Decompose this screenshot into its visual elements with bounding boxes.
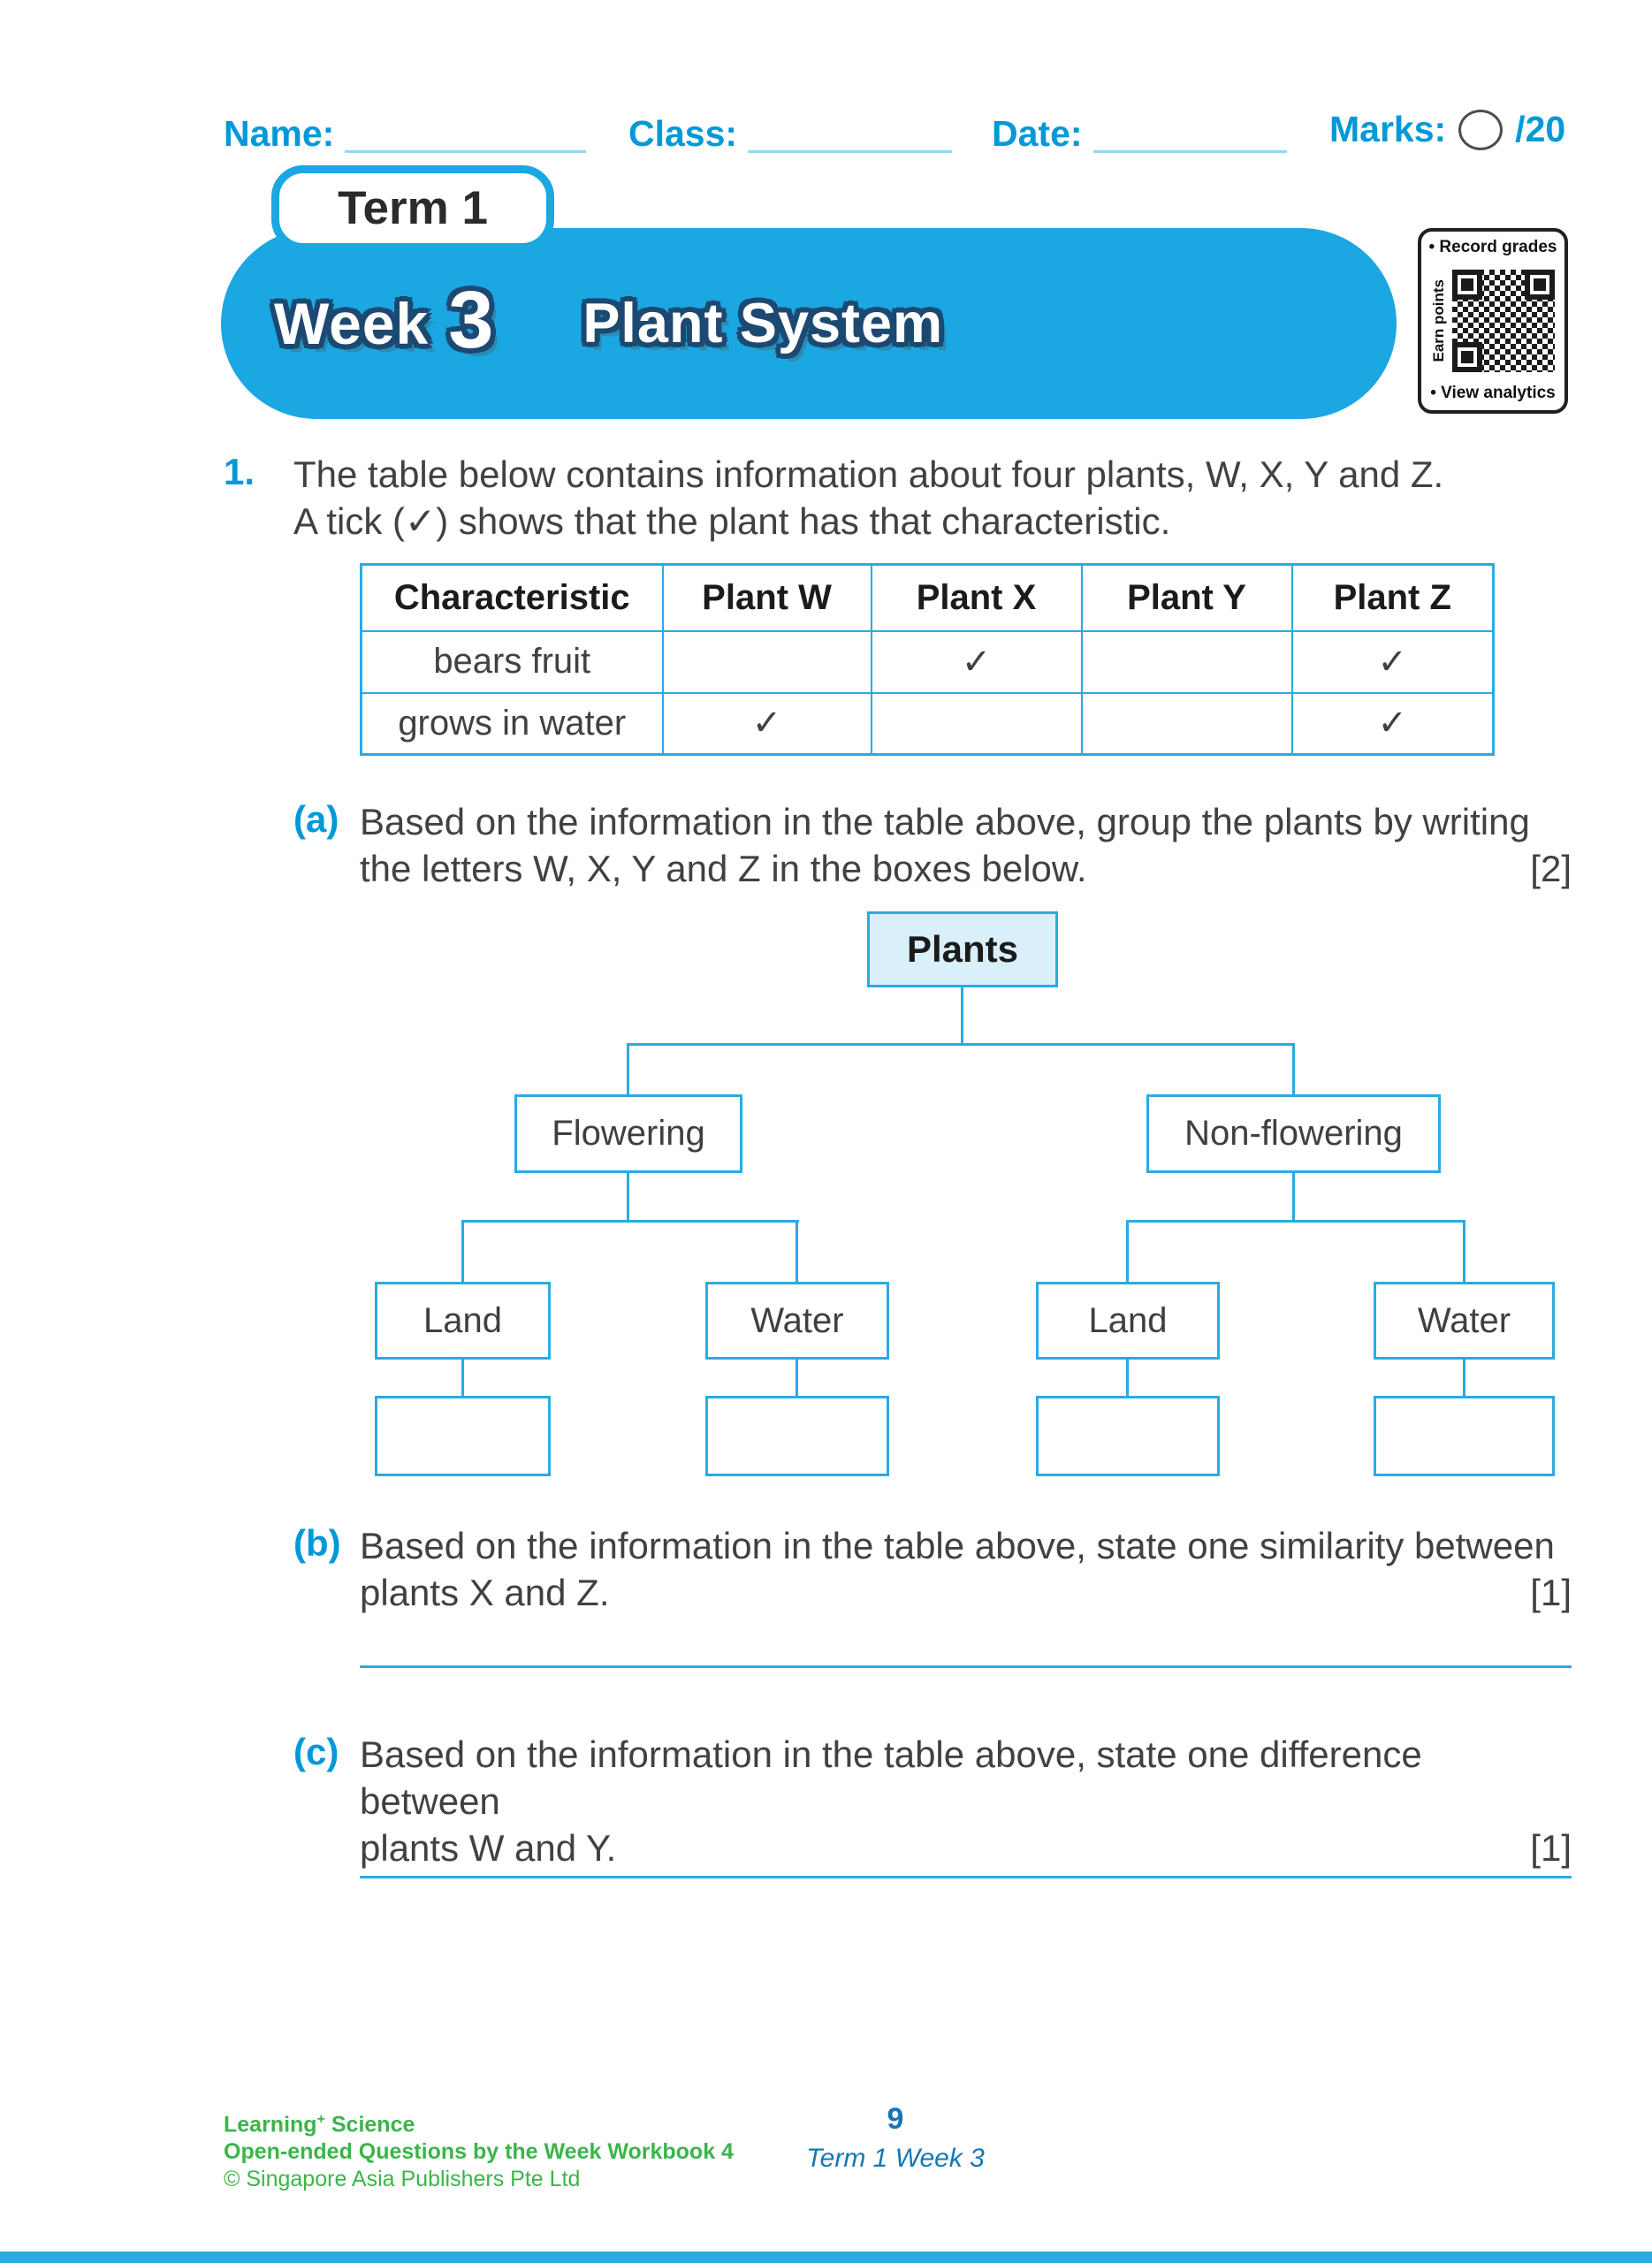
question-intro: [293, 451, 1572, 545]
qr-code: [1452, 270, 1555, 372]
part-a-line2: the letters W, X, Y and Z in the boxes below.: [360, 848, 1087, 889]
tree-connector: [1126, 1220, 1129, 1284]
plants-table: [360, 563, 1495, 756]
tree-node-plants: Plants: [867, 911, 1058, 987]
publisher-info: [224, 2106, 734, 2193]
tree-connector: [1463, 1358, 1465, 1398]
tree-connector: [1126, 1220, 1465, 1223]
tick-cell: ✓: [1292, 693, 1494, 755]
answer-box-flowering-water[interactable]: [705, 1396, 889, 1476]
tick-cell: [663, 631, 872, 693]
part-b-label: (b): [293, 1522, 341, 1564]
week-banner: [221, 228, 1397, 419]
qr-panel: [1418, 228, 1568, 414]
name-field: [224, 115, 586, 153]
qr-view-analytics-label: • View analytics: [1430, 384, 1556, 402]
part-a-line2-row: [360, 845, 1572, 892]
part-b-line2-row: [360, 1569, 1572, 1616]
tree-node-non-flowering-water: Water: [1374, 1282, 1555, 1360]
qr-earn-points-label: Earn points: [1430, 278, 1447, 362]
row-label: grows in water: [362, 693, 663, 755]
table-row: [362, 631, 1494, 693]
tree-connector: [1463, 1220, 1465, 1284]
qr-middle: [1425, 257, 1561, 384]
bottom-accent-bar: [0, 2252, 1652, 2263]
chapter-title: Plant System: [582, 293, 944, 354]
answer-box-non-flowering-water[interactable]: [1374, 1396, 1555, 1476]
part-a-marks: [2]: [1530, 848, 1572, 889]
part-b-line2: plants X and Z.: [360, 1572, 610, 1613]
qr-finder-icon: [1452, 342, 1482, 372]
answer-box-flowering-land[interactable]: [375, 1396, 551, 1476]
name-input-line[interactable]: [345, 118, 586, 153]
page-number: 9: [887, 2102, 904, 2136]
tick-cell: [1082, 631, 1292, 693]
table-header-row: [362, 565, 1494, 631]
tree-connector: [961, 986, 963, 1046]
tick-cell: [872, 693, 1082, 755]
tree-connector: [1292, 1171, 1295, 1222]
date-input-line[interactable]: [1093, 118, 1287, 153]
name-label: Name:: [224, 113, 335, 154]
part-c-line2: plants W and Y.: [360, 1827, 617, 1869]
qr-finder-icon: [1452, 270, 1482, 300]
tick-cell: [1082, 693, 1292, 755]
page-context: Term 1 Week 3: [806, 2144, 985, 2173]
page-footer: [760, 2102, 1031, 2174]
tree-connector: [627, 1171, 629, 1222]
part-a-line1: Based on the information in the table above, group the plants by writing: [360, 801, 1530, 842]
class-field: [628, 115, 952, 153]
marks-label: Marks:: [1329, 109, 1447, 150]
row-label: bears fruit: [362, 631, 663, 693]
date-label: Date:: [992, 113, 1083, 154]
table-row: [362, 693, 1494, 755]
col-header-plant-w: Plant W: [663, 565, 872, 631]
part-b: [293, 1522, 1572, 1616]
marks-total: /20: [1515, 109, 1566, 150]
answer-box-non-flowering-land[interactable]: [1036, 1396, 1220, 1476]
part-a-label: (a): [293, 798, 339, 840]
part-b-line1: Based on the information in the table above, state one similarity between: [360, 1525, 1555, 1566]
part-c: [293, 1731, 1572, 1871]
tree-connector: [461, 1220, 464, 1284]
tree-connector: [1126, 1358, 1129, 1398]
term-badge: Term 1: [271, 165, 554, 251]
marks-score-circle[interactable]: [1458, 110, 1503, 150]
qr-finder-icon: [1525, 270, 1555, 300]
tree-connector: [461, 1358, 464, 1398]
copyright: © Singapore Asia Publishers Pte Ltd: [224, 2167, 581, 2192]
week-word: Week: [274, 291, 430, 356]
tree-connector: [1292, 1043, 1295, 1096]
date-field: [992, 115, 1287, 153]
brand-line: Learning+ Science: [224, 2112, 415, 2137]
part-c-line1: Based on the information in the table above, state one difference between: [360, 1733, 1422, 1822]
tree-node-non-flowering-land: Land: [1036, 1282, 1220, 1360]
col-header-plant-z: Plant Z: [1292, 565, 1494, 631]
class-label: Class:: [628, 113, 738, 154]
answer-line-b[interactable]: [360, 1665, 1572, 1668]
tree-connector: [627, 1043, 629, 1096]
answer-line-c[interactable]: [360, 1876, 1572, 1878]
tree-connector: [627, 1043, 1295, 1046]
marks-field: [1329, 110, 1565, 150]
part-c-line2-row: [360, 1825, 1572, 1871]
col-header-characteristic: Characteristic: [362, 565, 663, 631]
part-a: [293, 798, 1572, 892]
part-c-label: (c): [293, 1731, 339, 1772]
tree-connector: [796, 1358, 798, 1398]
tree-connector: [461, 1220, 799, 1223]
tree-node-flowering-water: Water: [705, 1282, 889, 1360]
question-intro-line2: A tick (✓) shows that the plant has that characteristic.: [293, 500, 1171, 542]
tree-node-flowering-land: Land: [375, 1282, 551, 1360]
col-header-plant-x: Plant X: [872, 565, 1082, 631]
question-number: 1.: [224, 451, 255, 492]
series-title: Open-ended Questions by the Week Workbook 4: [224, 2139, 734, 2165]
part-b-marks: [1]: [1530, 1572, 1572, 1613]
tree-node-non-flowering: Non-flowering: [1146, 1094, 1441, 1173]
week-number: 3: [448, 274, 495, 365]
col-header-plant-y: Plant Y: [1082, 565, 1292, 631]
tick-cell: ✓: [872, 631, 1082, 693]
qr-record-grades-label: • Record grades: [1428, 238, 1557, 256]
tick-cell: ✓: [663, 693, 872, 755]
tree-connector: [796, 1220, 798, 1284]
part-c-marks: [1]: [1530, 1827, 1572, 1869]
tree-node-flowering: Flowering: [514, 1094, 742, 1173]
question-intro-line1: The table below contains information about four plants, W, X, Y and Z.: [293, 453, 1444, 495]
class-input-line[interactable]: [748, 118, 952, 153]
tick-cell: ✓: [1292, 631, 1494, 693]
